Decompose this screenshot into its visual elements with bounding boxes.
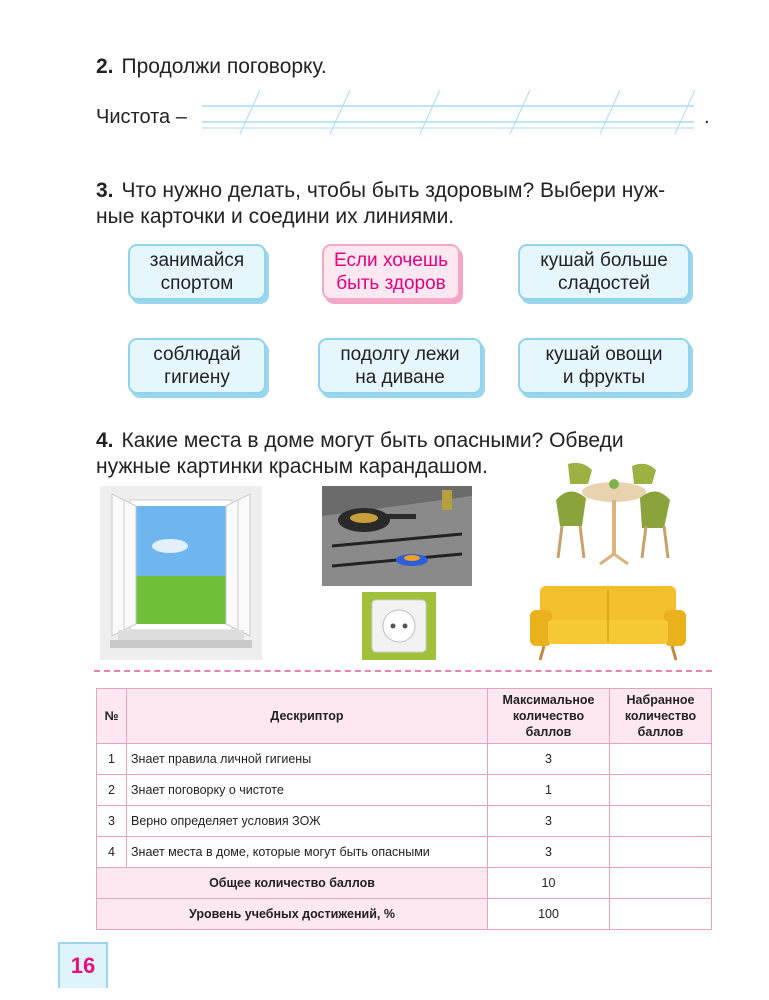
header-number: № (97, 689, 127, 744)
table-row: 2 Знает поговорку о чистоте 1 (97, 775, 712, 806)
card-vegetables[interactable]: кушай овощи и фрукты (518, 338, 690, 394)
page-number: 16 (58, 942, 108, 988)
sofa-picture[interactable] (526, 580, 690, 662)
card-sofa-lying[interactable]: подолгу лежи на диване (318, 338, 482, 394)
score-input-cell[interactable] (610, 837, 712, 868)
table-row: 3 Верно определяет условия ЗОЖ 3 (97, 806, 712, 837)
card-if-healthy[interactable]: Если хочешь быть здоров (322, 244, 460, 300)
sofa-icon (526, 580, 690, 662)
card-hygiene[interactable]: соблюдай гигиену (128, 338, 266, 394)
writing-lines[interactable] (200, 88, 700, 138)
score-table (96, 688, 712, 930)
score-input-cell[interactable] (610, 744, 712, 775)
dining-set-icon (548, 462, 678, 572)
socket-picture[interactable] (362, 592, 436, 660)
task-3-title: 3. Что нужно делать, чтобы быть здоровым? Выбери нуж- ные карточки и соедини их линиями. (96, 179, 666, 228)
level-row: Уровень учебных достижений, % 100 (97, 899, 712, 930)
score-input-cell[interactable] (610, 806, 712, 837)
stove-icon (322, 486, 472, 586)
table-row: 4 Знает места в доме, которые могут быть опасными 3 (97, 837, 712, 868)
window-picture[interactable] (100, 486, 262, 660)
proverb-prompt: Чистота – (96, 106, 187, 128)
table-row: 1 Знает правила личной гигиены 3 (97, 744, 712, 775)
proverb-end: . (704, 106, 710, 128)
header-got-points: Набранное количество баллов (610, 689, 712, 744)
level-input-cell[interactable] (610, 899, 712, 930)
total-row: Общее количество баллов 10 (97, 868, 712, 899)
window-icon (100, 486, 262, 660)
card-sweets[interactable]: кушай больше сладостей (518, 244, 690, 300)
table-chairs-picture[interactable] (548, 462, 678, 572)
task-4-title: 4. Какие места в доме могут быть опасными? Обведи нужные картинки красным карандашом. (96, 429, 624, 478)
header-max-points: Максимальное количество баллов (488, 689, 610, 744)
score-input-cell[interactable] (610, 775, 712, 806)
card-sport[interactable]: занимайся спортом (128, 244, 266, 300)
task-2-title: 2. Продолжи поговорку. (96, 55, 327, 78)
separator (94, 670, 712, 672)
total-input-cell[interactable] (610, 868, 712, 899)
header-descriptor: Дескриптор (127, 689, 488, 744)
gas-stove-picture[interactable] (322, 486, 472, 586)
socket-icon (362, 592, 436, 660)
